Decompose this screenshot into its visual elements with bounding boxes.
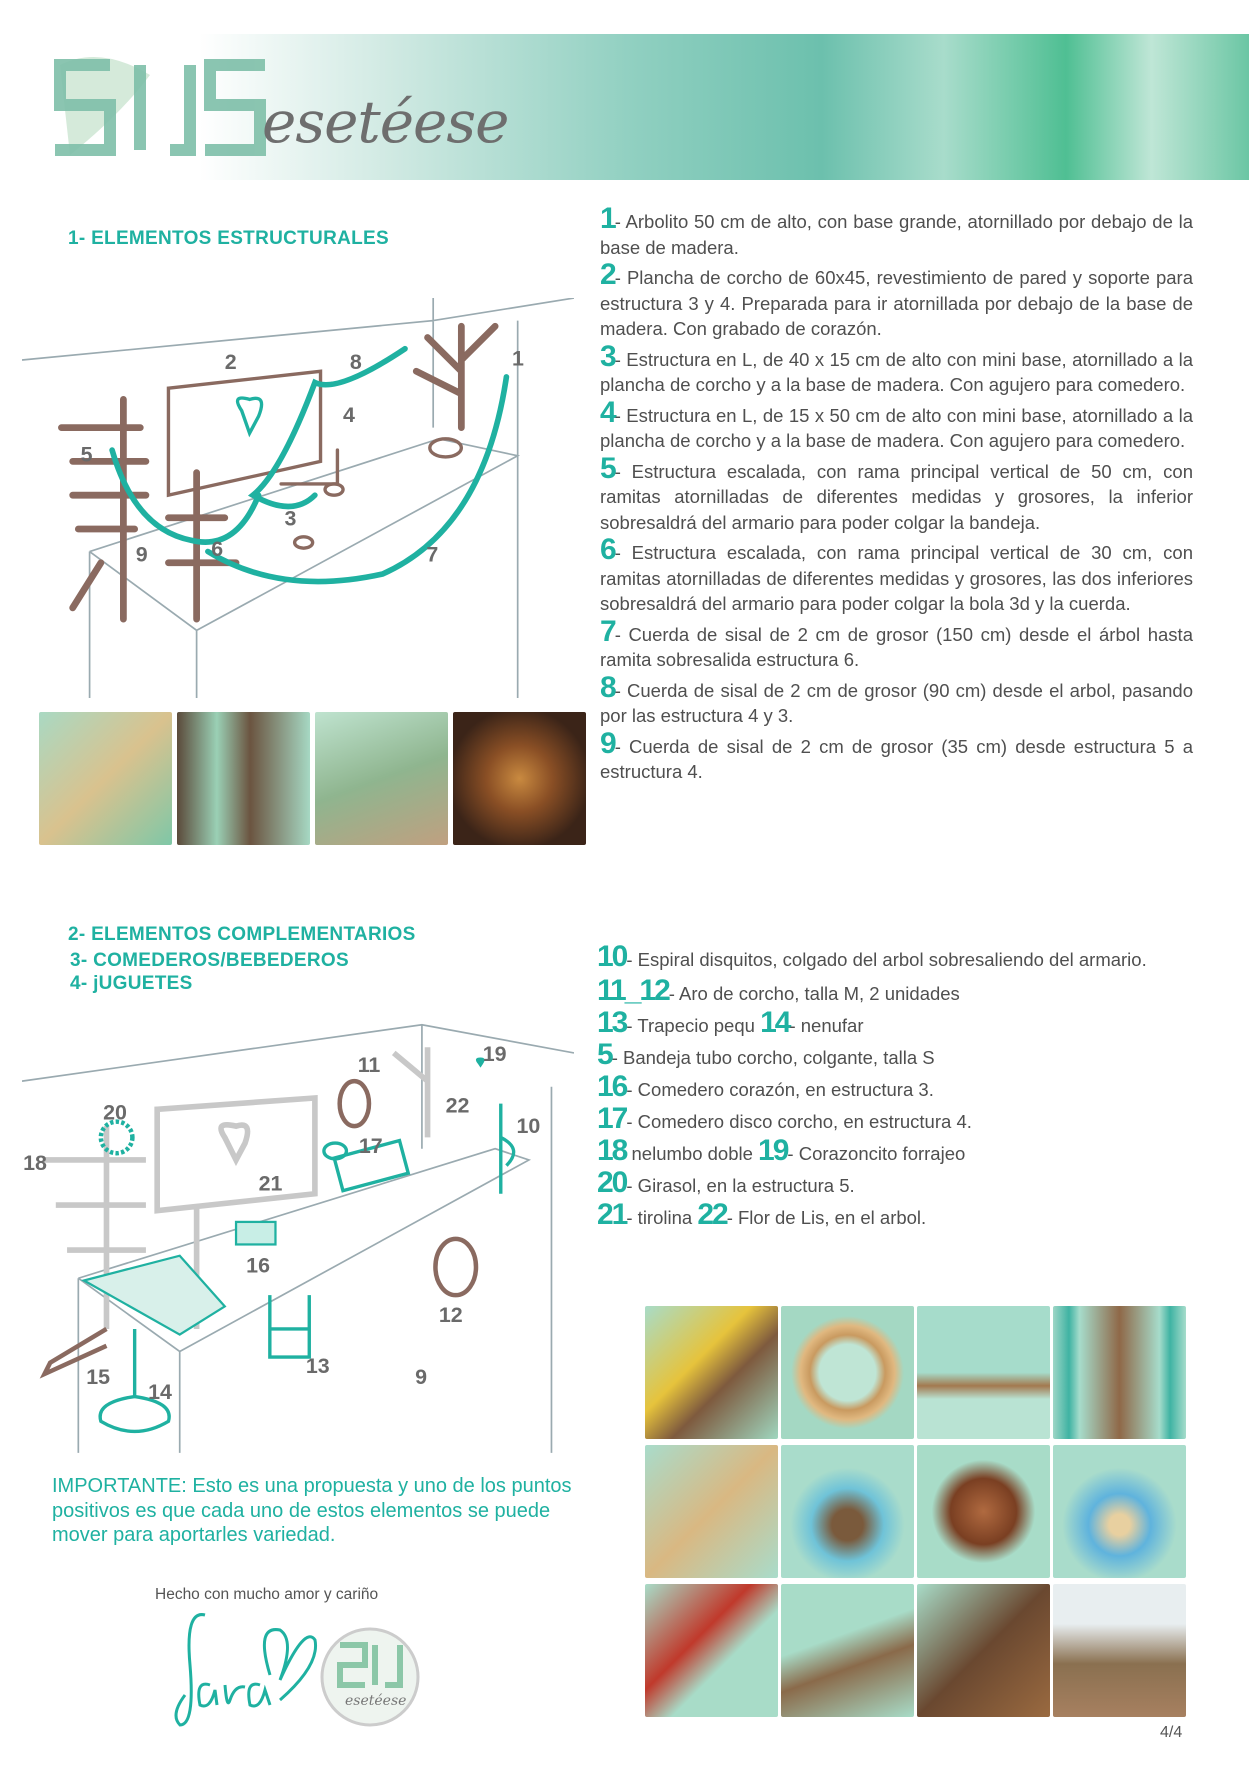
page-number: 4/4 <box>1160 1724 1183 1741</box>
photo-tree <box>315 712 448 845</box>
photo-cork-heart <box>453 712 586 845</box>
sketch-label: 2 <box>224 350 237 375</box>
item-13-14: 13- Trapecio pequ 14- nenufar <box>597 1006 864 1039</box>
item-10: 10- Espiral disquitos, colgado del arbol sobresaliendo del armario. <box>597 940 1147 973</box>
sketch-label: 20 <box>103 1100 127 1125</box>
item-5: 5- Estructura escalada, con rama principal vertical de 50 cm, con ramitas atornilladas de diferentes medidas y grosores, la inferior sobresaldrá del armario para poder colgar la bandeja. <box>600 451 1193 533</box>
complementary-sketch <box>22 1019 574 1453</box>
photo-cork-branches <box>177 712 310 845</box>
complementary-items-list <box>597 940 1222 1234</box>
photo-rope <box>39 712 172 845</box>
sketch-label: 21 <box>258 1171 283 1196</box>
photo-toy <box>781 1445 914 1578</box>
photo-toy <box>645 1445 778 1578</box>
important-note: IMPORTANTE: Esto es una propuesta y uno de los puntos positivos es que cada uno de estos elementos se puede mover para aportarles variedad. <box>52 1475 572 1546</box>
section3-heading: 3- COMEDEROS/BEBEDEROS <box>70 950 349 971</box>
item-2: 2- Plancha de corcho de 60x45, revestimiento de pared y soporte para estructura 3 y 4. Preparada para ir atornillada por debajo de la base de madera. Con grabado de corazón. <box>600 258 1193 339</box>
item-3: 3- Estructura en L, de 40 x 15 cm de alto con mini base, atornillado a la plancha de corcho y a la base de madera. Con agujero para comedero. <box>600 339 1193 395</box>
sketch-label: 3 <box>284 506 297 531</box>
section4-heading: 4- jUGUETES <box>70 973 193 994</box>
photo-toy <box>917 1306 1050 1439</box>
item-17: 17- Comedero disco corcho, en estructura 4. <box>597 1102 972 1135</box>
item-15: 5- Bandeja tubo corcho, colgante, talla S <box>597 1038 935 1071</box>
sketch-label: 1 <box>512 346 524 371</box>
sketch-label: 9 <box>135 542 148 567</box>
section1-heading: 1- ELEMENTOS ESTRUCTURALES <box>68 228 389 249</box>
photo-toy <box>1053 1306 1186 1439</box>
item-1: 1- Arbolito 50 cm de alto, con base grande, atornillado por debajo de la base de madera. <box>600 202 1193 258</box>
item-11-12: 11_12- Aro de corcho, talla M, 2 unidades <box>597 974 960 1007</box>
sketch-label: 11 <box>357 1053 381 1078</box>
sketch-label: 5 <box>80 442 93 467</box>
structural-items-list <box>600 202 1193 787</box>
photo-toy <box>645 1306 778 1439</box>
sketch-label: 6 <box>211 537 224 562</box>
item-16: 16- Comedero corazón, en estructura 3. <box>597 1070 934 1103</box>
signature <box>165 1605 445 1735</box>
sketch-label: 15 <box>86 1365 111 1390</box>
sketch-label: 22 <box>445 1093 470 1118</box>
photo-toy <box>781 1584 914 1717</box>
item-7: 7- Cuerda de sisal de 2 cm de grosor (150 cm) desde el árbol hasta ramita sobresalida estructura 6. <box>600 614 1193 670</box>
sketch-label: 4 <box>343 402 355 427</box>
photo-toy <box>645 1584 778 1717</box>
photo-toy <box>1053 1584 1186 1717</box>
structural-sketch <box>22 298 574 698</box>
item-6: 6- Estructura escalada, con rama principal vertical de 30 cm, con ramitas atornilladas de diferentes medidas y grosores, las dos inferiores sobresaldrá del armario para poder colgar la bola 3d y la cuerda. <box>600 533 1193 614</box>
sketch-label: 18 <box>23 1151 47 1176</box>
sketch-label: 8 <box>349 350 362 375</box>
item-4: 4- Estructura en L, de 15 x 50 cm de alto con mini base, atornillado a la plancha de corcho y a la base de madera. Con agujero para comedero. <box>600 395 1193 451</box>
item-18-19: 18 nelumbo doble 19- Corazoncito forrajeo <box>597 1134 966 1167</box>
sketch-label: 13 <box>305 1353 330 1378</box>
sketch-label: 12 <box>438 1303 463 1328</box>
stamp-text: esetéese <box>345 1693 407 1709</box>
sketch-label: 17 <box>358 1134 383 1159</box>
item-21-22: 21- tirolina 22- Flor de Lis, en el arbol. <box>597 1198 927 1231</box>
sketch-label: 16 <box>246 1253 270 1278</box>
sketch-label: 7 <box>426 542 439 567</box>
logo-mark <box>40 55 270 165</box>
photo-toy <box>917 1445 1050 1578</box>
item-20: 20- Girasol, en la estructura 5. <box>597 1166 855 1199</box>
sketch-label: 10 <box>516 1113 541 1138</box>
photo-toy <box>917 1584 1050 1717</box>
section2-heading: 2- ELEMENTOS COMPLEMENTARIOS <box>68 924 416 945</box>
sketch-label: 19 <box>482 1041 507 1066</box>
toy-photo-grid <box>645 1306 1186 1717</box>
item-9: 9- Cuerda de sisal de 2 cm de grosor (35 cm) desde estructura 5 a estructura 4. <box>600 726 1193 782</box>
photo-toy <box>1053 1445 1186 1578</box>
logo-text: esetéese <box>262 88 509 156</box>
photo-toy <box>781 1306 914 1439</box>
sketch-label: 9 <box>415 1365 428 1390</box>
item-8: 8- Cuerda de sisal de 2 cm de grosor (90 cm) desde el arbol, pasando por las estructura 4 y 3. <box>600 670 1193 726</box>
structural-photos <box>39 712 586 845</box>
sketch-label: 14 <box>148 1379 172 1404</box>
made-with-love: Hecho con mucho amor y cariño <box>155 1586 379 1603</box>
